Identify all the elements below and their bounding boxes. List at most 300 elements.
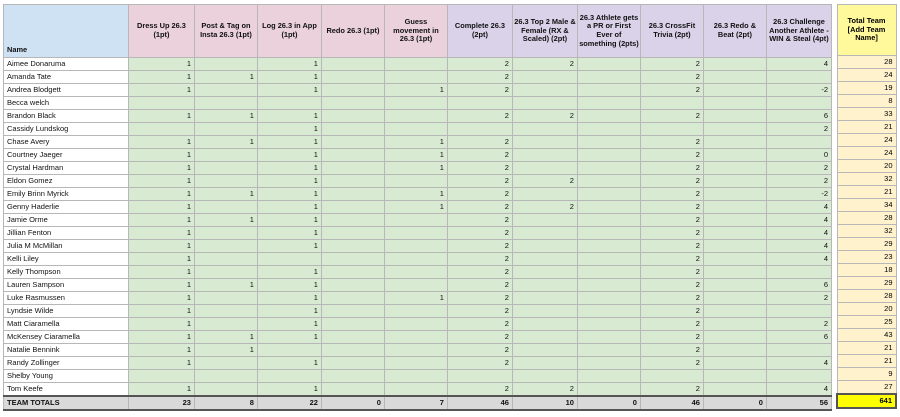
points-cell[interactable]: 1 bbox=[257, 383, 321, 397]
points-cell[interactable]: 1 bbox=[128, 110, 194, 123]
athlete-name-cell[interactable]: Emily Brinn Myrick bbox=[4, 188, 129, 201]
team-total-cell[interactable]: 21 bbox=[837, 342, 896, 355]
team-totals-cell[interactable]: 56 bbox=[766, 396, 831, 410]
column-header-name[interactable]: Name bbox=[4, 5, 129, 58]
points-cell[interactable] bbox=[703, 383, 766, 397]
points-cell[interactable] bbox=[703, 123, 766, 136]
points-cell[interactable] bbox=[194, 266, 257, 279]
points-cell[interactable] bbox=[194, 253, 257, 266]
points-cell[interactable] bbox=[766, 370, 831, 383]
points-cell[interactable] bbox=[321, 383, 384, 397]
points-cell[interactable]: 2 bbox=[640, 305, 703, 318]
points-cell[interactable]: 2 bbox=[640, 357, 703, 370]
points-cell[interactable]: 2 bbox=[640, 84, 703, 97]
column-header-trivia[interactable]: 26.3 CrossFit Trivia (2pt) bbox=[640, 5, 703, 58]
points-cell[interactable] bbox=[384, 383, 447, 397]
points-cell[interactable]: 1 bbox=[194, 71, 257, 84]
points-cell[interactable] bbox=[321, 318, 384, 331]
team-totals-cell[interactable]: 23 bbox=[128, 396, 194, 410]
points-cell[interactable] bbox=[577, 71, 640, 84]
points-cell[interactable]: 1 bbox=[257, 292, 321, 305]
points-cell[interactable] bbox=[577, 84, 640, 97]
points-cell[interactable]: 1 bbox=[194, 214, 257, 227]
points-cell[interactable]: 2 bbox=[640, 110, 703, 123]
points-cell[interactable]: 4 bbox=[766, 357, 831, 370]
team-totals-cell[interactable]: 0 bbox=[321, 396, 384, 410]
points-cell[interactable] bbox=[577, 227, 640, 240]
points-cell[interactable]: 1 bbox=[384, 292, 447, 305]
points-cell[interactable] bbox=[194, 149, 257, 162]
points-cell[interactable]: 1 bbox=[128, 318, 194, 331]
points-cell[interactable] bbox=[703, 149, 766, 162]
points-cell[interactable] bbox=[384, 123, 447, 136]
points-cell[interactable] bbox=[321, 266, 384, 279]
points-cell[interactable] bbox=[703, 266, 766, 279]
points-cell[interactable] bbox=[384, 331, 447, 344]
grand-total-cell[interactable]: 641 bbox=[837, 394, 896, 408]
points-cell[interactable]: 2 bbox=[640, 331, 703, 344]
points-cell[interactable] bbox=[194, 305, 257, 318]
points-cell[interactable]: 1 bbox=[128, 305, 194, 318]
points-cell[interactable] bbox=[384, 214, 447, 227]
points-cell[interactable]: 1 bbox=[257, 123, 321, 136]
points-cell[interactable]: 1 bbox=[384, 162, 447, 175]
points-cell[interactable] bbox=[640, 97, 703, 110]
points-cell[interactable]: 2 bbox=[447, 227, 512, 240]
points-cell[interactable] bbox=[321, 253, 384, 266]
points-cell[interactable] bbox=[321, 214, 384, 227]
points-cell[interactable]: 4 bbox=[766, 227, 831, 240]
points-cell[interactable] bbox=[194, 318, 257, 331]
points-cell[interactable]: 1 bbox=[128, 253, 194, 266]
points-cell[interactable] bbox=[512, 71, 577, 84]
points-cell[interactable]: 1 bbox=[257, 58, 321, 71]
points-cell[interactable] bbox=[577, 175, 640, 188]
points-cell[interactable]: 2 bbox=[447, 279, 512, 292]
column-header-post-tag[interactable]: Post & Tag on Insta 26.3 (1pt) bbox=[194, 5, 257, 58]
points-cell[interactable] bbox=[321, 331, 384, 344]
team-total-cell[interactable]: 24 bbox=[837, 69, 896, 82]
points-cell[interactable]: 1 bbox=[194, 188, 257, 201]
points-cell[interactable]: 6 bbox=[766, 279, 831, 292]
column-header-pr[interactable]: 26.3 Athlete gets a PR or First Ever of something (2pts) bbox=[577, 5, 640, 58]
points-cell[interactable]: 1 bbox=[128, 214, 194, 227]
team-total-cell[interactable]: 21 bbox=[837, 121, 896, 134]
athlete-name-cell[interactable]: Tom Keefe bbox=[4, 383, 129, 397]
points-cell[interactable] bbox=[384, 253, 447, 266]
points-cell[interactable] bbox=[703, 110, 766, 123]
points-cell[interactable]: 6 bbox=[766, 331, 831, 344]
points-cell[interactable]: 2 bbox=[447, 240, 512, 253]
column-header-top-2[interactable]: 26.3 Top 2 Male & Female (RX & Scaled) (2pt) bbox=[512, 5, 577, 58]
points-cell[interactable]: 1 bbox=[194, 344, 257, 357]
points-cell[interactable] bbox=[321, 227, 384, 240]
points-cell[interactable] bbox=[703, 240, 766, 253]
points-cell[interactable] bbox=[766, 344, 831, 357]
points-cell[interactable] bbox=[512, 227, 577, 240]
points-cell[interactable] bbox=[512, 318, 577, 331]
points-cell[interactable]: 2 bbox=[640, 240, 703, 253]
points-cell[interactable] bbox=[577, 318, 640, 331]
column-header-log-app[interactable]: Log 26.3 in App (1pt) bbox=[257, 5, 321, 58]
points-cell[interactable]: 1 bbox=[257, 201, 321, 214]
points-cell[interactable] bbox=[577, 162, 640, 175]
points-cell[interactable] bbox=[703, 188, 766, 201]
points-cell[interactable] bbox=[703, 253, 766, 266]
points-cell[interactable]: 1 bbox=[128, 383, 194, 397]
athlete-name-cell[interactable]: Eldon Gomez bbox=[4, 175, 129, 188]
points-cell[interactable]: 4 bbox=[766, 253, 831, 266]
points-cell[interactable] bbox=[766, 305, 831, 318]
points-cell[interactable]: 1 bbox=[384, 84, 447, 97]
points-cell[interactable]: 1 bbox=[194, 110, 257, 123]
column-header-total-team[interactable]: Total Team [Add Team Name] bbox=[837, 5, 896, 56]
points-cell[interactable]: 2 bbox=[640, 162, 703, 175]
points-cell[interactable]: 1 bbox=[128, 266, 194, 279]
points-cell[interactable]: 2 bbox=[766, 318, 831, 331]
column-header-complete[interactable]: Complete 26.3 (2pt) bbox=[447, 5, 512, 58]
points-cell[interactable]: 1 bbox=[128, 227, 194, 240]
points-cell[interactable] bbox=[512, 370, 577, 383]
points-cell[interactable] bbox=[512, 97, 577, 110]
points-cell[interactable]: 2 bbox=[640, 253, 703, 266]
points-cell[interactable]: 1 bbox=[257, 162, 321, 175]
points-cell[interactable] bbox=[577, 188, 640, 201]
points-cell[interactable] bbox=[194, 84, 257, 97]
points-cell[interactable] bbox=[194, 123, 257, 136]
team-totals-cell[interactable]: 46 bbox=[447, 396, 512, 410]
points-cell[interactable] bbox=[447, 370, 512, 383]
points-cell[interactable]: 4 bbox=[766, 58, 831, 71]
points-cell[interactable] bbox=[384, 175, 447, 188]
points-cell[interactable] bbox=[128, 370, 194, 383]
points-cell[interactable] bbox=[447, 123, 512, 136]
points-cell[interactable] bbox=[640, 123, 703, 136]
points-cell[interactable] bbox=[128, 97, 194, 110]
athlete-name-cell[interactable]: Genny Haderlie bbox=[4, 201, 129, 214]
athlete-name-cell[interactable]: Matt Ciaramella bbox=[4, 318, 129, 331]
points-cell[interactable]: 2 bbox=[640, 58, 703, 71]
points-cell[interactable] bbox=[512, 253, 577, 266]
points-cell[interactable] bbox=[703, 214, 766, 227]
points-cell[interactable] bbox=[703, 201, 766, 214]
team-total-cell[interactable]: 23 bbox=[837, 251, 896, 264]
athlete-name-cell[interactable]: Shelby Young bbox=[4, 370, 129, 383]
points-cell[interactable] bbox=[703, 279, 766, 292]
points-cell[interactable] bbox=[384, 240, 447, 253]
points-cell[interactable] bbox=[321, 279, 384, 292]
points-cell[interactable] bbox=[512, 279, 577, 292]
athlete-name-cell[interactable]: Courtney Jaeger bbox=[4, 149, 129, 162]
points-cell[interactable] bbox=[703, 58, 766, 71]
athlete-name-cell[interactable]: Luke Rasmussen bbox=[4, 292, 129, 305]
points-cell[interactable]: 2 bbox=[447, 84, 512, 97]
points-cell[interactable]: 2 bbox=[447, 71, 512, 84]
points-cell[interactable]: 2 bbox=[447, 383, 512, 397]
team-total-cell[interactable]: 25 bbox=[837, 316, 896, 329]
points-cell[interactable] bbox=[512, 344, 577, 357]
athlete-name-cell[interactable]: Amanda Tate bbox=[4, 71, 129, 84]
points-cell[interactable] bbox=[577, 123, 640, 136]
points-cell[interactable]: 1 bbox=[257, 227, 321, 240]
points-cell[interactable]: 2 bbox=[447, 357, 512, 370]
points-cell[interactable]: 1 bbox=[257, 331, 321, 344]
points-cell[interactable] bbox=[703, 84, 766, 97]
points-cell[interactable] bbox=[194, 201, 257, 214]
points-cell[interactable] bbox=[577, 149, 640, 162]
team-total-cell[interactable]: 8 bbox=[837, 95, 896, 108]
points-cell[interactable] bbox=[577, 136, 640, 149]
points-cell[interactable] bbox=[321, 292, 384, 305]
points-cell[interactable] bbox=[194, 357, 257, 370]
team-total-cell[interactable]: 28 bbox=[837, 212, 896, 225]
points-cell[interactable] bbox=[384, 71, 447, 84]
points-cell[interactable] bbox=[257, 344, 321, 357]
points-cell[interactable]: 4 bbox=[766, 383, 831, 397]
column-header-redo[interactable]: Redo 26.3 (1pt) bbox=[321, 5, 384, 58]
points-cell[interactable] bbox=[703, 97, 766, 110]
points-cell[interactable]: 2 bbox=[640, 292, 703, 305]
points-cell[interactable]: 2 bbox=[640, 136, 703, 149]
points-cell[interactable]: -2 bbox=[766, 84, 831, 97]
points-cell[interactable] bbox=[577, 253, 640, 266]
athlete-name-cell[interactable]: Lauren Sampson bbox=[4, 279, 129, 292]
points-cell[interactable] bbox=[703, 344, 766, 357]
points-cell[interactable] bbox=[640, 370, 703, 383]
points-cell[interactable]: 1 bbox=[128, 71, 194, 84]
points-cell[interactable]: 2 bbox=[447, 305, 512, 318]
points-cell[interactable]: 1 bbox=[257, 149, 321, 162]
team-total-cell[interactable]: 21 bbox=[837, 355, 896, 368]
points-cell[interactable] bbox=[703, 71, 766, 84]
points-cell[interactable] bbox=[447, 97, 512, 110]
column-header-challenge[interactable]: 26.3 Challenge Another Athlete - WIN & Steal (4pt) bbox=[766, 5, 831, 58]
points-cell[interactable]: 2 bbox=[447, 162, 512, 175]
points-cell[interactable]: 1 bbox=[128, 84, 194, 97]
points-cell[interactable]: 2 bbox=[766, 123, 831, 136]
team-total-cell[interactable]: 19 bbox=[837, 82, 896, 95]
points-cell[interactable]: -2 bbox=[766, 188, 831, 201]
points-cell[interactable]: 1 bbox=[194, 331, 257, 344]
points-cell[interactable] bbox=[512, 162, 577, 175]
points-cell[interactable]: 2 bbox=[512, 383, 577, 397]
points-cell[interactable]: 1 bbox=[384, 188, 447, 201]
points-cell[interactable] bbox=[577, 240, 640, 253]
team-totals-cell[interactable]: 0 bbox=[577, 396, 640, 410]
points-cell[interactable]: 4 bbox=[766, 201, 831, 214]
points-cell[interactable]: 2 bbox=[447, 201, 512, 214]
points-cell[interactable] bbox=[512, 149, 577, 162]
athlete-name-cell[interactable]: Crystal Hardman bbox=[4, 162, 129, 175]
points-cell[interactable] bbox=[194, 162, 257, 175]
points-cell[interactable] bbox=[577, 58, 640, 71]
points-cell[interactable] bbox=[128, 123, 194, 136]
points-cell[interactable]: 2 bbox=[447, 58, 512, 71]
points-cell[interactable] bbox=[577, 292, 640, 305]
points-cell[interactable] bbox=[321, 149, 384, 162]
points-cell[interactable] bbox=[321, 175, 384, 188]
points-cell[interactable]: 2 bbox=[640, 279, 703, 292]
points-cell[interactable] bbox=[703, 292, 766, 305]
points-cell[interactable] bbox=[384, 97, 447, 110]
team-totals-cell[interactable]: 0 bbox=[703, 396, 766, 410]
points-cell[interactable] bbox=[384, 279, 447, 292]
points-cell[interactable]: 1 bbox=[257, 214, 321, 227]
points-cell[interactable]: 2 bbox=[512, 58, 577, 71]
points-cell[interactable] bbox=[577, 214, 640, 227]
points-cell[interactable] bbox=[194, 240, 257, 253]
points-cell[interactable]: 1 bbox=[128, 357, 194, 370]
column-header-dress-up[interactable]: Dress Up 26.3 (1pt) bbox=[128, 5, 194, 58]
points-cell[interactable]: 1 bbox=[257, 305, 321, 318]
points-cell[interactable] bbox=[703, 318, 766, 331]
points-cell[interactable] bbox=[321, 201, 384, 214]
team-total-cell[interactable]: 24 bbox=[837, 147, 896, 160]
points-cell[interactable] bbox=[703, 227, 766, 240]
athlete-name-cell[interactable]: Jillian Fenton bbox=[4, 227, 129, 240]
team-total-cell[interactable]: 28 bbox=[837, 56, 896, 69]
points-cell[interactable]: 2 bbox=[640, 227, 703, 240]
points-cell[interactable] bbox=[194, 175, 257, 188]
points-cell[interactable]: 2 bbox=[447, 214, 512, 227]
team-total-cell[interactable]: 32 bbox=[837, 173, 896, 186]
points-cell[interactable] bbox=[257, 370, 321, 383]
points-cell[interactable] bbox=[321, 136, 384, 149]
points-cell[interactable]: 2 bbox=[447, 110, 512, 123]
athlete-name-cell[interactable]: Becca welch bbox=[4, 97, 129, 110]
points-cell[interactable]: 1 bbox=[384, 149, 447, 162]
points-cell[interactable] bbox=[321, 84, 384, 97]
points-cell[interactable]: 2 bbox=[447, 253, 512, 266]
points-cell[interactable]: 2 bbox=[766, 162, 831, 175]
team-total-cell[interactable]: 18 bbox=[837, 264, 896, 277]
team-totals-cell[interactable]: 8 bbox=[194, 396, 257, 410]
points-cell[interactable] bbox=[512, 123, 577, 136]
column-header-redo-beat[interactable]: 26.3 Redo & Beat (2pt) bbox=[703, 5, 766, 58]
points-cell[interactable]: 2 bbox=[512, 110, 577, 123]
athlete-name-cell[interactable]: Julia M McMillan bbox=[4, 240, 129, 253]
points-cell[interactable] bbox=[766, 136, 831, 149]
points-cell[interactable] bbox=[577, 370, 640, 383]
points-cell[interactable]: 1 bbox=[128, 175, 194, 188]
points-cell[interactable]: 2 bbox=[447, 175, 512, 188]
points-cell[interactable]: 2 bbox=[447, 149, 512, 162]
points-cell[interactable]: 1 bbox=[128, 188, 194, 201]
points-cell[interactable] bbox=[577, 383, 640, 397]
points-cell[interactable]: 1 bbox=[257, 240, 321, 253]
points-cell[interactable]: 2 bbox=[447, 136, 512, 149]
points-cell[interactable]: 1 bbox=[257, 279, 321, 292]
points-cell[interactable]: 1 bbox=[257, 136, 321, 149]
points-cell[interactable] bbox=[766, 97, 831, 110]
points-cell[interactable] bbox=[512, 136, 577, 149]
team-totals-cell[interactable]: 10 bbox=[512, 396, 577, 410]
points-cell[interactable]: 4 bbox=[766, 214, 831, 227]
points-cell[interactable]: 2 bbox=[640, 344, 703, 357]
athlete-name-cell[interactable]: Randy Zollinger bbox=[4, 357, 129, 370]
points-cell[interactable]: 1 bbox=[128, 149, 194, 162]
points-cell[interactable] bbox=[703, 175, 766, 188]
points-cell[interactable] bbox=[384, 318, 447, 331]
athlete-name-cell[interactable]: Kelli Liley bbox=[4, 253, 129, 266]
points-cell[interactable] bbox=[321, 123, 384, 136]
points-cell[interactable] bbox=[384, 227, 447, 240]
points-cell[interactable]: 2 bbox=[640, 266, 703, 279]
points-cell[interactable]: 1 bbox=[257, 188, 321, 201]
athlete-name-cell[interactable]: Cassidy Lundskog bbox=[4, 123, 129, 136]
points-cell[interactable] bbox=[321, 370, 384, 383]
athlete-name-cell[interactable]: Brandon Black bbox=[4, 110, 129, 123]
team-totals-cell[interactable]: 22 bbox=[257, 396, 321, 410]
team-total-cell[interactable]: 29 bbox=[837, 238, 896, 251]
points-cell[interactable]: 1 bbox=[257, 110, 321, 123]
team-total-cell[interactable]: 24 bbox=[837, 134, 896, 147]
points-cell[interactable] bbox=[194, 227, 257, 240]
team-total-cell[interactable]: 33 bbox=[837, 108, 896, 121]
points-cell[interactable]: 1 bbox=[128, 344, 194, 357]
points-cell[interactable] bbox=[384, 110, 447, 123]
points-cell[interactable] bbox=[384, 305, 447, 318]
points-cell[interactable]: 2 bbox=[447, 318, 512, 331]
points-cell[interactable]: 1 bbox=[128, 292, 194, 305]
points-cell[interactable] bbox=[257, 253, 321, 266]
team-total-cell[interactable]: 21 bbox=[837, 186, 896, 199]
points-cell[interactable] bbox=[703, 370, 766, 383]
points-cell[interactable] bbox=[577, 97, 640, 110]
points-cell[interactable] bbox=[577, 201, 640, 214]
team-total-cell[interactable]: 20 bbox=[837, 160, 896, 173]
points-cell[interactable]: 1 bbox=[128, 58, 194, 71]
points-cell[interactable] bbox=[512, 305, 577, 318]
athlete-name-cell[interactable]: Andrea Blodgett bbox=[4, 84, 129, 97]
points-cell[interactable]: 1 bbox=[194, 279, 257, 292]
points-cell[interactable] bbox=[321, 305, 384, 318]
points-cell[interactable] bbox=[321, 58, 384, 71]
team-total-cell[interactable]: 34 bbox=[837, 199, 896, 212]
athlete-name-cell[interactable]: Aimee Donaruma bbox=[4, 58, 129, 71]
team-totals-cell[interactable]: 46 bbox=[640, 396, 703, 410]
points-cell[interactable] bbox=[257, 97, 321, 110]
points-cell[interactable]: 2 bbox=[447, 331, 512, 344]
points-cell[interactable] bbox=[512, 84, 577, 97]
points-cell[interactable]: 1 bbox=[257, 266, 321, 279]
athlete-name-cell[interactable]: Lyndsie Wilde bbox=[4, 305, 129, 318]
points-cell[interactable] bbox=[577, 279, 640, 292]
points-cell[interactable]: 1 bbox=[257, 357, 321, 370]
points-cell[interactable]: 1 bbox=[128, 240, 194, 253]
points-cell[interactable] bbox=[194, 383, 257, 397]
points-cell[interactable]: 2 bbox=[640, 383, 703, 397]
team-totals-label[interactable]: TEAM TOTALS bbox=[4, 396, 129, 410]
points-cell[interactable]: 2 bbox=[640, 71, 703, 84]
points-cell[interactable]: 1 bbox=[257, 84, 321, 97]
points-cell[interactable] bbox=[194, 292, 257, 305]
points-cell[interactable] bbox=[577, 331, 640, 344]
points-cell[interactable] bbox=[321, 344, 384, 357]
points-cell[interactable]: 2 bbox=[766, 292, 831, 305]
points-cell[interactable]: 1 bbox=[257, 318, 321, 331]
points-cell[interactable] bbox=[703, 357, 766, 370]
athlete-name-cell[interactable]: Natalie Bennink bbox=[4, 344, 129, 357]
points-cell[interactable]: 1 bbox=[384, 136, 447, 149]
points-cell[interactable] bbox=[384, 357, 447, 370]
points-cell[interactable]: 2 bbox=[447, 188, 512, 201]
points-cell[interactable] bbox=[703, 162, 766, 175]
points-cell[interactable] bbox=[321, 71, 384, 84]
points-cell[interactable] bbox=[321, 240, 384, 253]
points-cell[interactable]: 2 bbox=[640, 201, 703, 214]
points-cell[interactable] bbox=[384, 344, 447, 357]
